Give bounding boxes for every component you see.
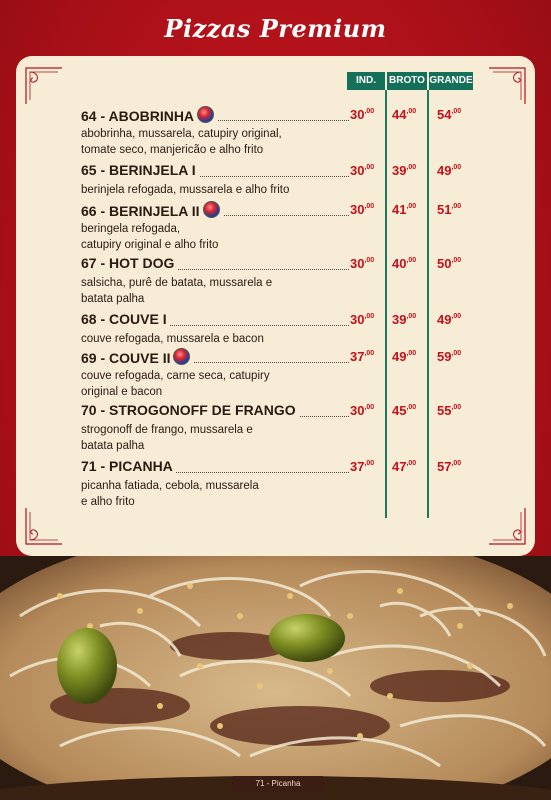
menu-item-name	[81, 402, 299, 418]
price-broto-value: 49	[392, 349, 407, 364]
price-broto	[392, 349, 416, 364]
price-ind-value: 30	[350, 107, 365, 122]
menu-item	[81, 255, 501, 307]
column-header-broto: BROTO	[387, 72, 427, 90]
menu-item-description	[81, 422, 501, 454]
menu-item-name	[81, 348, 193, 366]
price-ind	[350, 163, 374, 178]
price-cents: ,00	[406, 203, 417, 210]
menu-item	[81, 458, 501, 510]
menu-item-header	[81, 106, 501, 126]
menu-item-name	[81, 255, 177, 271]
menu-item	[81, 106, 501, 158]
price-broto	[392, 163, 416, 178]
price-grande	[437, 107, 461, 122]
menu-item-description	[81, 275, 501, 307]
menu-item-name-text: 69 - COUVE II	[81, 350, 171, 366]
menu-item-name-text: 71 - PICANHA	[81, 458, 173, 474]
menu-item	[81, 348, 501, 400]
menu-item-header	[81, 311, 501, 331]
menu-item-description	[81, 221, 501, 253]
price-cents: ,00	[451, 313, 462, 320]
price-cents: ,00	[364, 203, 375, 210]
price-grande-value: 55	[437, 403, 452, 418]
price-broto-value: 47	[392, 459, 407, 474]
price-ind-value: 30	[350, 202, 365, 217]
price-grande	[437, 403, 461, 418]
price-grande-value: 59	[437, 349, 452, 364]
price-cents: ,00	[364, 313, 375, 320]
menu-item-name	[81, 201, 223, 219]
price-cents: ,00	[406, 257, 417, 264]
picanha-pizza-photo	[0, 556, 551, 800]
description-line: e alho frito	[81, 496, 135, 508]
price-grande	[437, 202, 461, 217]
ornament-top-right	[485, 64, 529, 108]
description-line: abobrinha, mussarela, catupiry original,	[81, 128, 282, 140]
ornament-top-left	[22, 64, 66, 108]
price-grande-value: 51	[437, 202, 452, 217]
premium-seal-icon	[203, 201, 220, 218]
price-cents: ,00	[364, 460, 375, 467]
price-cents: ,00	[364, 108, 375, 115]
price-broto	[392, 403, 416, 418]
price-ind	[350, 312, 374, 327]
price-cents: ,00	[364, 404, 375, 411]
description-line: beringela refogada,	[81, 223, 181, 235]
menu-item	[81, 162, 501, 198]
menu-item	[81, 402, 501, 454]
menu-item	[81, 201, 501, 253]
price-cents: ,00	[451, 460, 462, 467]
price-ind	[350, 107, 374, 122]
price-cents: ,00	[451, 404, 462, 411]
price-ind-value: 37	[350, 349, 365, 364]
price-broto	[392, 256, 416, 271]
menu-item-header	[81, 458, 501, 478]
price-cents: ,00	[451, 164, 462, 171]
menu-item-description	[81, 126, 501, 158]
price-grande	[437, 459, 461, 474]
price-grande-value: 57	[437, 459, 452, 474]
price-broto	[392, 202, 416, 217]
price-grande-value: 49	[437, 312, 452, 327]
price-broto-value: 45	[392, 403, 407, 418]
column-header-ind: IND.	[347, 72, 385, 90]
price-broto-value: 40	[392, 256, 407, 271]
menu-item-name-text: 70 - STROGONOFF DE FRANGO	[81, 402, 296, 418]
price-grande-value: 49	[437, 163, 452, 178]
price-cents: ,00	[451, 203, 462, 210]
price-cents: ,00	[406, 460, 417, 467]
menu-item-header	[81, 402, 501, 422]
price-grande	[437, 312, 461, 327]
price-grande-value: 50	[437, 256, 452, 271]
menu-item-description	[81, 331, 501, 347]
price-ind	[350, 403, 374, 418]
premium-seal-icon	[173, 348, 190, 365]
price-cents: ,00	[406, 164, 417, 171]
menu-item-header	[81, 255, 501, 275]
description-line: original e bacon	[81, 386, 163, 398]
menu-item-name-text: 64 - ABOBRINHA	[81, 108, 195, 124]
price-ind	[350, 256, 374, 271]
premium-seal-icon	[197, 106, 214, 123]
price-ind-value: 30	[350, 163, 365, 178]
menu-item	[81, 311, 501, 347]
description-line: catupiry original e alho frito	[81, 239, 219, 251]
price-grande	[437, 163, 461, 178]
description-line: salsicha, purê de batata, mussarela e	[81, 277, 273, 289]
description-line: batata palha	[81, 293, 145, 305]
price-cents: ,00	[406, 108, 417, 115]
price-cents: ,00	[364, 164, 375, 171]
price-grande	[437, 256, 461, 271]
price-ind-value: 30	[350, 256, 365, 271]
menu-item-header	[81, 162, 501, 182]
menu-item-name-text: 65 - BERINJELA I	[81, 162, 196, 178]
menu-item-name-text: 68 - COUVE I	[81, 311, 167, 327]
menu-item-name	[81, 106, 217, 124]
description-line: batata palha	[81, 440, 145, 452]
price-ind-value: 37	[350, 459, 365, 474]
menu-item-description	[81, 478, 501, 510]
page-footer-label: 71 - Picanha	[232, 776, 324, 792]
price-cents: ,00	[406, 313, 417, 320]
price-broto	[392, 312, 416, 327]
menu-item-header	[81, 348, 501, 368]
menu-item-name	[81, 162, 199, 178]
menu-item-name-text: 67 - HOT DOG	[81, 255, 175, 271]
ornament-bottom-left	[22, 504, 66, 548]
price-cents: ,00	[451, 108, 462, 115]
price-broto-value: 39	[392, 163, 407, 178]
price-ind	[350, 202, 374, 217]
price-broto-value: 41	[392, 202, 407, 217]
menu-card	[16, 56, 535, 556]
price-ind-value: 30	[350, 403, 365, 418]
description-line: couve refogada, mussarela e bacon	[81, 333, 264, 345]
price-broto-value: 39	[392, 312, 407, 327]
description-line: picanha fatiada, cebola, mussarela	[81, 480, 259, 492]
menu-item-name	[81, 458, 176, 474]
price-cents: ,00	[364, 350, 375, 357]
menu-item-header	[81, 201, 501, 221]
page-title: Pizzas Premium	[164, 14, 387, 43]
price-cents: ,00	[406, 350, 417, 357]
description-line: berinjela refogada, mussarela e alho frito	[81, 184, 290, 196]
ornament-bottom-right	[485, 504, 529, 548]
price-broto	[392, 459, 416, 474]
description-line: strogonoff de frango, mussarela e	[81, 424, 253, 436]
price-grande-value: 54	[437, 107, 452, 122]
price-ind	[350, 349, 374, 364]
price-cents: ,00	[451, 350, 462, 357]
column-header-grande: GRANDE	[429, 72, 473, 90]
price-ind	[350, 459, 374, 474]
price-cents: ,00	[406, 404, 417, 411]
menu-item-description	[81, 368, 501, 400]
price-cents: ,00	[364, 257, 375, 264]
menu-item-description	[81, 182, 501, 198]
price-broto-value: 44	[392, 107, 407, 122]
description-line: tomate seco, manjericão e alho frito	[81, 144, 264, 156]
price-grande	[437, 349, 461, 364]
price-broto	[392, 107, 416, 122]
description-line: couve refogada, carne seca, catupiry	[81, 370, 270, 382]
menu-item-name	[81, 311, 170, 327]
price-cents: ,00	[451, 257, 462, 264]
price-ind-value: 30	[350, 312, 365, 327]
menu-item-name-text: 66 - BERINJELA II	[81, 203, 200, 219]
